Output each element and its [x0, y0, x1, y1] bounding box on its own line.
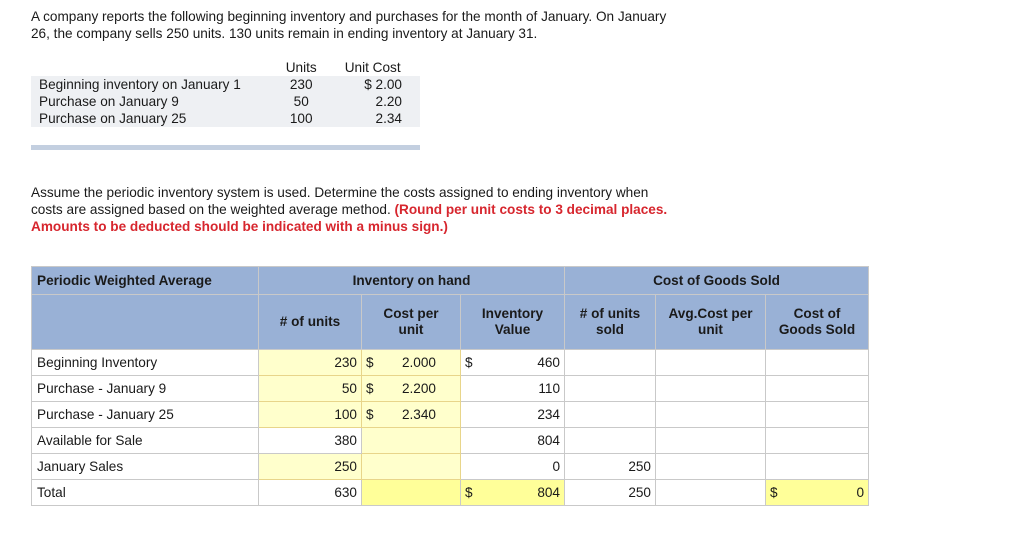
dollar-sign: $: [465, 485, 473, 500]
instructions-line-2: costs are assigned based on the weighted average method.: [31, 202, 391, 217]
inventory-value-cell: 0: [461, 454, 565, 480]
cost-per-unit-input[interactable]: [362, 402, 461, 428]
avg-cost-cell: [656, 350, 766, 376]
units-sold-cell: [565, 376, 656, 402]
cost-per-unit-header: [362, 295, 461, 350]
avg-cost-header: [656, 295, 766, 350]
units-sold-header: [565, 295, 656, 350]
value-amount: 804: [537, 485, 560, 500]
table-row: [32, 428, 869, 454]
units-input[interactable]: 100: [259, 402, 362, 428]
rounding-note: (Round per unit costs to 3 decimal places.: [394, 202, 668, 217]
table-title: Periodic Weighted Average: [32, 267, 259, 295]
row-label: Beginning inventory on January 1: [31, 76, 277, 93]
units-input[interactable]: 50: [259, 376, 362, 402]
row-label: Purchase on January 25: [31, 110, 277, 127]
row-units: 50: [277, 93, 325, 110]
inventory-value-input[interactable]: [461, 480, 565, 506]
inventory-value-cell: [461, 350, 565, 376]
table-row: [32, 350, 869, 376]
row-label: Purchase - January 9: [32, 376, 259, 402]
avg-cost-cell: [656, 402, 766, 428]
intro-text: [31, 8, 666, 42]
units-cell: 630: [259, 480, 362, 506]
row-label: Beginning Inventory: [32, 350, 259, 376]
table-row: [32, 402, 869, 428]
row-unit-cost: 2.34: [325, 110, 420, 127]
units-sold-cell: 250: [565, 454, 656, 480]
header-line: Value: [494, 322, 531, 337]
header-line: Goods Sold: [778, 322, 856, 337]
dollar-sign: $: [366, 355, 374, 370]
cost-value: 2.200: [401, 381, 436, 396]
cost-of-goods-sold-header: Cost of Goods Sold: [565, 267, 869, 295]
units-column-header: # of units: [259, 295, 362, 350]
row-label: Purchase on January 9: [31, 93, 277, 110]
header-line: sold: [596, 322, 624, 337]
dollar-sign: $: [770, 485, 778, 500]
dollar-sign: $: [465, 355, 473, 370]
inventory-value-cell: 804: [461, 428, 565, 454]
units-sold-cell: [565, 350, 656, 376]
header-line: Cost of: [793, 306, 841, 321]
avg-cost-cell: [656, 480, 766, 506]
cogs-cell: [766, 402, 869, 428]
row-label: Available for Sale: [32, 428, 259, 454]
units-sold-cell: [565, 428, 656, 454]
value-amount: 460: [537, 355, 560, 370]
minus-sign-note: Amounts to be deducted should be indicated with a minus sign.): [31, 219, 448, 234]
inventory-value-header: [461, 295, 565, 350]
units-sold-cell: [565, 402, 656, 428]
inventory-value-cell: 110: [461, 376, 565, 402]
units-input[interactable]: 230: [259, 350, 362, 376]
units-header: Units: [277, 59, 325, 76]
cogs-cell: [766, 454, 869, 480]
header-line: unit: [698, 322, 723, 337]
table-row: [32, 376, 869, 402]
avg-cost-cell: [656, 428, 766, 454]
periodic-weighted-average-table: [31, 266, 869, 506]
small-header-blank: [31, 59, 277, 76]
row-unit-cost: 2.20: [325, 93, 420, 110]
row-units: 230: [277, 76, 325, 93]
header-line: Cost per: [383, 306, 439, 321]
table-row: [32, 454, 869, 480]
dollar-sign: $: [366, 407, 374, 422]
instructions-line-1: Assume the periodic inventory system is used. Determine the costs assigned to ending inventory when: [31, 185, 649, 200]
units-input[interactable]: 250: [259, 454, 362, 480]
header-blank: [32, 295, 259, 350]
avg-cost-cell: [656, 376, 766, 402]
inventory-value-cell: 234: [461, 402, 565, 428]
row-units: 100: [277, 110, 325, 127]
cost-per-unit-input[interactable]: [362, 480, 461, 506]
cost-value: 2.340: [401, 407, 436, 422]
cost-value: 2.000: [401, 355, 436, 370]
header-line: Inventory: [481, 306, 544, 321]
cogs-cell: [766, 428, 869, 454]
row-label: Purchase - January 25: [32, 402, 259, 428]
cogs-total-input[interactable]: [766, 480, 869, 506]
table-divider: [31, 145, 420, 150]
table-row-total: [32, 480, 869, 506]
row-label: Total: [32, 480, 259, 506]
header-line: unit: [398, 322, 424, 337]
cogs-cell: [766, 376, 869, 402]
row-label: January Sales: [32, 454, 259, 480]
avg-cost-cell: [656, 454, 766, 480]
cogs-cell: [766, 350, 869, 376]
cost-per-unit-input[interactable]: [362, 350, 461, 376]
row-unit-cost: $ 2.00: [325, 76, 420, 93]
unit-cost-header: Unit Cost: [325, 59, 420, 76]
dollar-sign: $: [366, 381, 374, 396]
intro-line-2: 26, the company sells 250 units. 130 units remain in ending inventory at January 31.: [31, 26, 538, 41]
cost-per-unit-input[interactable]: [362, 428, 461, 454]
cogs-header: [766, 295, 869, 350]
cost-per-unit-input[interactable]: [362, 376, 461, 402]
instructions-text: [31, 184, 667, 235]
cogs-amount: 0: [856, 485, 864, 500]
units-sold-cell: 250: [565, 480, 656, 506]
units-cell: 380: [259, 428, 362, 454]
cost-per-unit-input[interactable]: [362, 454, 461, 480]
header-line: Avg.Cost per: [668, 306, 753, 321]
intro-line-1: A company reports the following beginning inventory and purchases for the month of January. On January: [31, 9, 667, 24]
inventory-data-table: [31, 59, 420, 150]
header-line: # of units: [579, 306, 641, 321]
inventory-on-hand-header: Inventory on hand: [259, 267, 565, 295]
